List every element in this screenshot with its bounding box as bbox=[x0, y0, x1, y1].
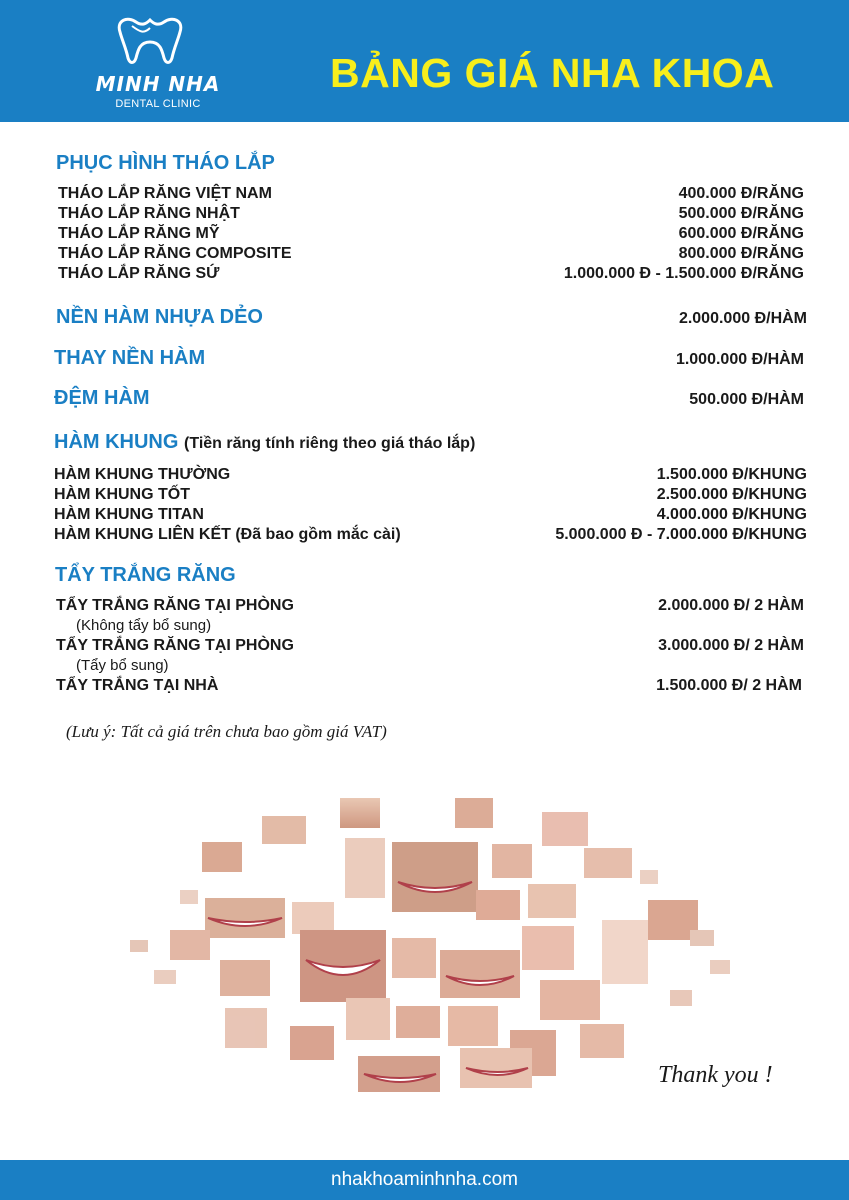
section-note-frame: (Tiền răng tính riêng theo giá tháo lắp) bbox=[184, 435, 476, 452]
header-banner bbox=[0, 0, 849, 122]
price-item-value: 2.500.000 Đ/KHUNG bbox=[656, 486, 807, 503]
price-item-value: 500.000 Đ/RĂNG bbox=[678, 205, 804, 222]
thank-you-text: Thank you ! bbox=[658, 1062, 773, 1088]
price-item-value: 2.000.000 Đ/ 2 HÀM bbox=[658, 597, 804, 614]
price-item-name: HÀM KHUNG TITAN bbox=[54, 506, 204, 523]
price-item-value: 400.000 Đ/RĂNG bbox=[678, 185, 804, 202]
price-item-value: 500.000 Đ/HÀM bbox=[689, 391, 804, 408]
price-item-value: 1.500.000 Đ/KHUNG bbox=[656, 466, 807, 483]
price-item-name: TẨY TRẮNG RĂNG TẠI PHÒNG bbox=[56, 637, 294, 654]
price-item-value: 1.000.000 Đ/HÀM bbox=[675, 351, 804, 368]
price-item-name: HÀM KHUNG THƯỜNG bbox=[54, 466, 231, 483]
section-title-frame-label: HÀM KHUNG bbox=[54, 431, 179, 453]
clinic-logo[interactable] bbox=[80, 14, 230, 114]
section-title-flexible-base: NỀN HÀM NHỰA DẺO bbox=[56, 306, 263, 328]
section-title-removable: PHỤC HÌNH THÁO LẮP bbox=[56, 152, 275, 174]
price-item-name: THÁO LẮP RĂNG NHẬT bbox=[58, 205, 240, 222]
price-item-value: 600.000 Đ/RĂNG bbox=[678, 225, 804, 242]
price-item-subnote: (Không tẩy bổ sung) bbox=[76, 617, 212, 634]
section-title-reline: ĐỆM HÀM bbox=[54, 387, 150, 409]
tooth-logo-icon bbox=[110, 14, 190, 66]
logo-subtitle: DENTAL CLINIC bbox=[115, 98, 201, 110]
price-item-name: THÁO LẮP RĂNG MỸ bbox=[58, 225, 220, 242]
price-item-name: HÀM KHUNG TỐT bbox=[54, 486, 190, 503]
price-item-name: TẨY TRẮNG RĂNG TẠI PHÒNG bbox=[56, 597, 294, 614]
page-title: BẢNG GIÁ NHA KHOA bbox=[330, 50, 775, 96]
vat-note: (Lưu ý: Tất cả giá trên chưa bao gồm giá VAT) bbox=[66, 722, 387, 741]
price-item-value: 1.000.000 Đ - 1.500.000 Đ/RĂNG bbox=[563, 265, 804, 282]
price-item-value: 5.000.000 Đ - 7.000.000 Đ/KHUNG bbox=[555, 526, 807, 543]
price-item-value: 4.000.000 Đ/KHUNG bbox=[656, 506, 807, 523]
price-item-name: HÀM KHUNG LIÊN KẾT (Đã bao gồm mắc cài) bbox=[54, 526, 401, 543]
price-item-subnote: (Tẩy bổ sung) bbox=[76, 657, 169, 674]
price-item-name: THÁO LẮP RĂNG COMPOSITE bbox=[58, 245, 292, 262]
price-item-value: 3.000.000 Đ/ 2 HÀM bbox=[658, 637, 804, 654]
price-item-value: 800.000 Đ/RĂNG bbox=[678, 245, 804, 262]
section-title-whitening: TẨY TRẮNG RĂNG bbox=[55, 564, 236, 586]
smile-collage-image bbox=[110, 780, 750, 1100]
price-item-value: 1.500.000 Đ/ 2 HÀM bbox=[656, 677, 802, 694]
section-title-replace-base: THAY NỀN HÀM bbox=[54, 347, 206, 369]
logo-name: MINH NHA bbox=[95, 72, 221, 96]
website-link[interactable]: nhakhoaminhnha.com bbox=[331, 1169, 518, 1190]
price-item-name: TẨY TRẮNG TẠI NHÀ bbox=[56, 677, 219, 694]
price-item-name: THÁO LẮP RĂNG VIỆT NAM bbox=[58, 185, 272, 202]
section-title-frame bbox=[54, 431, 475, 454]
price-item-value: 2.000.000 Đ/HÀM bbox=[678, 310, 807, 327]
price-item-name: THÁO LẮP RĂNG SỨ bbox=[58, 265, 220, 282]
